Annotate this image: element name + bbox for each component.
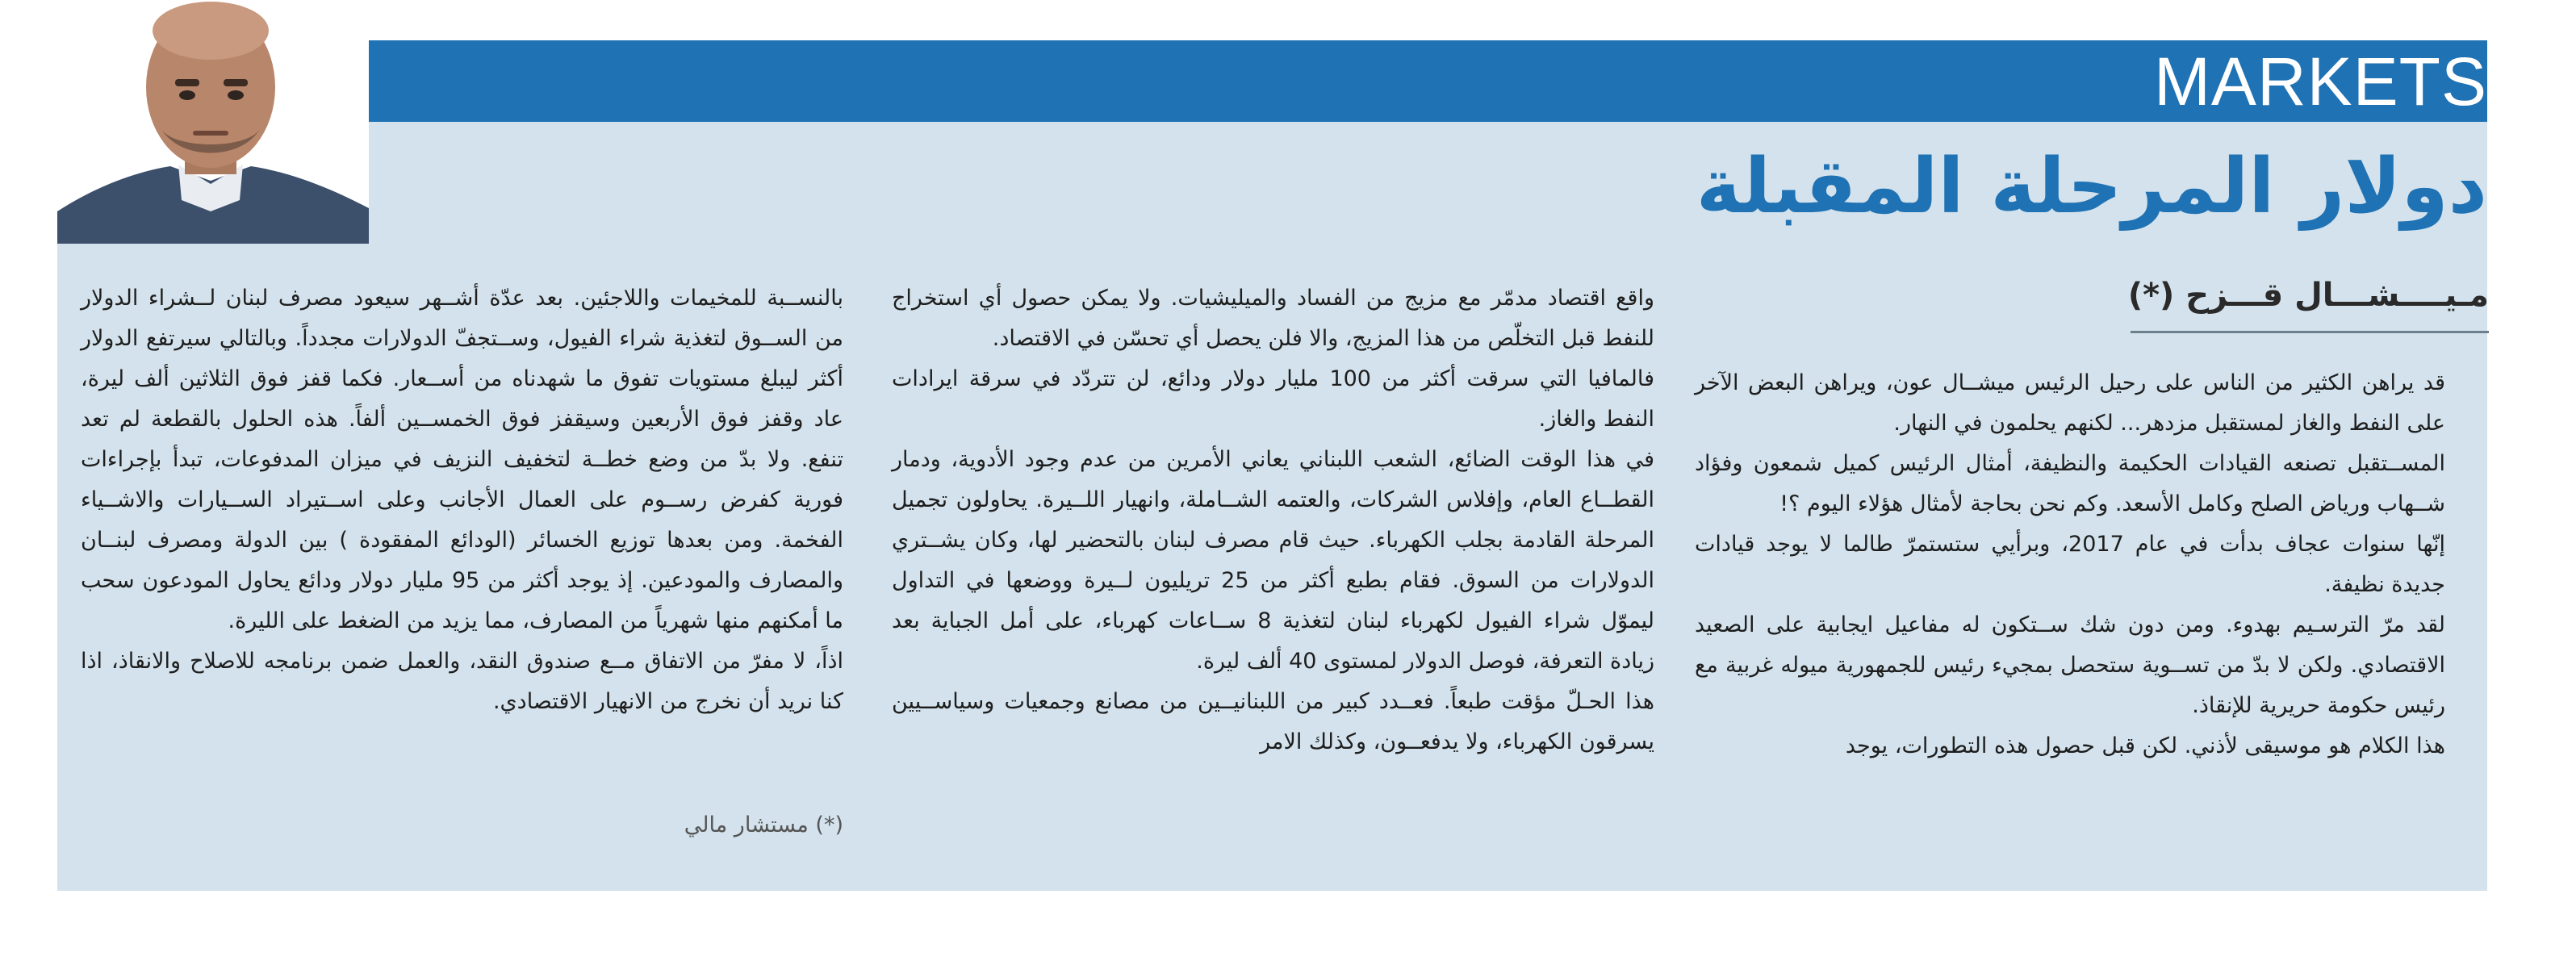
- paragraph: بالنســبة للمخيمات واللاجئين. بعد عدّة أشــهر سيعود مصرف لبنان لــشراء الدولار من الســوق لتغذية شراء الفيول، وســتجفّ الدولارات مجدداً. وبالتالي سيرتفع الدولار أكثر ليبلغ مستويات تفوق ما شهدناه من أســعار. فكما قفز فوق الثلاثين ألف ليرة، عاد وقفز فوق الأربعين وسيقفز فوق الخمســين ألفاً. هذه الحلول بالقطعة لم تعد تنفع. ولا بدّ من وضع خطــة لتخفيف النزيف في ميزان المدفوعات، تبدأ بإجراءات فورية كفرض رســوم على العمال الأجانب وعلى اســتيراد الســيارات والاشــياء الفخمة. ومن بعدها توزيع الخسائر (الودائع المفقودة ) بين الدولة ومصرف لبنــان والمصارف والمودعين. إذ يوجد أكثر من 95 مليار دولار ودائع يحاول المودعون سحب ما أمكنهم منها شهرياً من المصارف، مما يزيد من الضغط على الليرة.: [81, 286, 843, 633]
- paragraph: في هذا الوقت الضائع، الشعب اللبناني يعاني الأمرين من عدم وجود الأدوية، ودمار القطــاع العام، وإفلاس الشركات، والعتمه الشــاملة، وانهيار اللــيرة. يحاولون تجميل المرحلة القادمة بجلب الكهرباء. حيث قام مصرف لبنان بالتحضير لها، وكان يشــتري الدولارات من السوق. فقام بطبع أكثر من 25 تريليون لــيرة ووضعها في التداول ليموّل شراء الفيول لكهرباء لبنان لتغذية 8 ســاعات كهرباء، على أمل الجباية بعد زيادة التعرفة، فوصل الدولار لمستوى 40 ألف ليرة.: [892, 447, 1655, 674]
- paragraph: لقد مرّ الترسـيم بهدوء. ومن دون شك ســتكون له مفاعيل ايجابية على الصعيد الاقتصادي. ولكن لا بدّ من تســوية ستحصل بمجيء رئيس للجمهورية ميوله غربية مع رئيس حكومة حريرية للإنقاذ.: [1695, 612, 2445, 718]
- author-divider: [2131, 331, 2489, 333]
- paragraph: المســتقبل تصنعه القيادات الحكيمة والنظيفة، أمثال الرئيس كميل شمعون وفؤاد شــهاب ورياض الصلح وكامل الأسعد. وكم نحن بحاجة لأمثال هؤلاء اليوم ؟!: [1695, 451, 2445, 516]
- author-photo: [57, 0, 369, 244]
- author-name: مـيــــشـــال قـــزح (*): [2127, 277, 2489, 314]
- section-label: MARKETS: [2153, 44, 2487, 119]
- article-column-left: [81, 278, 843, 722]
- paragraph: فالمافيا التي سرقت أكثر من 100 مليار دولار ودائع، لن تتردّد في سرقة ايرادات النفط والغاز.: [892, 366, 1655, 432]
- paragraph: قد يراهن الكثير من الناس على رحيل الرئيس ميشــال عون، ويراهن البعض الآخر على النفط والغاز لمستقبل مزدهر... لكنهم يحلمون في النهار.: [1695, 370, 2445, 436]
- author-footnote: (*) مستشار مالي: [684, 813, 843, 838]
- paragraph: هذا الكلام هو موسيقى لأذني. لكن قبل حصول هذه التطورات، يوجد: [1845, 733, 2445, 758]
- paragraph: واقع اقتصاد مدمّر مع مزيج من الفساد والميليشيات. ولا يمكن حصول أي استخراج للنفط قبل التخلّص من هذا المزيج، والا فلن يحصل أي تحسّن في الاقتصاد.: [892, 286, 1654, 351]
- section-banner: [57, 40, 2487, 122]
- paragraph: اذاً، لا مفرّ من الاتفاق مــع صندوق النقد، والعمل ضمن برنامجه للاصلاح والانقاذ، اذا كنا نريد أن نخرج من الانهيار الاقتصادي.: [81, 649, 843, 714]
- article-column-middle: [892, 278, 1654, 762]
- article-column-right: [1695, 363, 2445, 767]
- article-headline: دولار المرحلة المقبلة: [1696, 143, 2487, 231]
- paragraph: هذا الحـلّ مؤقت طبعاً. فعــدد كبير من اللبنانيــين من مصانع وجمعيات وسياســيين يسرقون الكهرباء، ولا يدفعــون، وكذلك الامر: [892, 689, 1654, 754]
- paragraph: إنّها سنوات عجاف بدأت في عام 2017، وبرأيي ستستمرّ طالما لا يوجد قيادات جديدة نظيفة.: [1695, 532, 2445, 597]
